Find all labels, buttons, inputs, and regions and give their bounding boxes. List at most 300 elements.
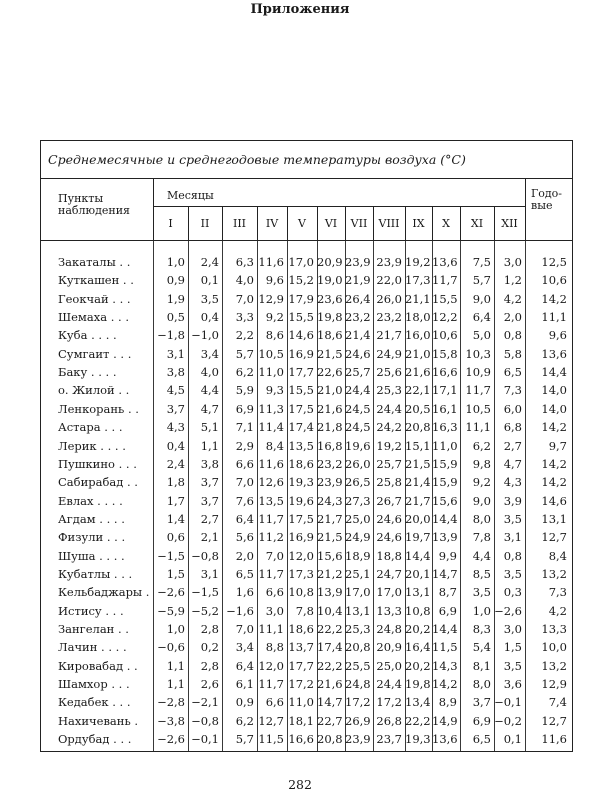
month-value: 24,8 (345, 677, 371, 691)
month-value: 12,9 (258, 292, 284, 306)
month-header: IX (412, 217, 425, 230)
month-value: 19,2 (405, 255, 431, 269)
month-value: 2,2 (235, 328, 254, 342)
month-value: 22,0 (376, 273, 402, 287)
month-value: 10,9 (465, 365, 491, 379)
month-value: 7,0 (235, 622, 254, 636)
month-value: −2,1 (191, 695, 219, 709)
month-value: 15,5 (432, 292, 458, 306)
month-value: 24,4 (345, 383, 371, 397)
month-value: 1,1 (166, 659, 185, 673)
month-value: 11,6 (258, 255, 284, 269)
month-value: 0,2 (200, 640, 219, 654)
month-value: 14,4 (432, 512, 458, 526)
station-name: Шуша . . . . (58, 549, 125, 563)
annual-value: 11,6 (541, 732, 567, 746)
month-value: 20,8 (317, 732, 343, 746)
month-value: 25,3 (376, 383, 402, 397)
month-value: 14,3 (432, 659, 458, 673)
station-name: Кировабад . . (58, 659, 138, 673)
station-name: Кедабек . . . (58, 695, 131, 709)
month-value: 17,2 (376, 695, 402, 709)
month-value: 10,5 (258, 347, 284, 361)
station-name: Сумгаит . . . (58, 347, 132, 361)
month-header: XI (470, 217, 484, 230)
month-header: II (200, 217, 210, 230)
month-value: 7,3 (503, 383, 522, 397)
station-name: Сабирабад . . (58, 475, 138, 489)
month-value: 21,5 (405, 457, 431, 471)
annual-value: 14,2 (541, 475, 567, 489)
station-name: Лачин . . . . (58, 640, 127, 654)
month-value: 15,1 (405, 439, 431, 453)
month-value: 16,9 (288, 530, 314, 544)
month-value: 3,5 (200, 292, 219, 306)
month-value: 20,1 (405, 567, 431, 581)
month-value: 21,9 (345, 273, 371, 287)
station-name: Пушкино . . . (58, 457, 137, 471)
month-value: −1,6 (226, 604, 254, 618)
station-name: Ордубад . . . (58, 732, 132, 746)
annual-value: 11,1 (541, 310, 567, 324)
month-value: 20,9 (376, 640, 402, 654)
month-value: 6,5 (503, 365, 522, 379)
month-value: 11,0 (288, 695, 314, 709)
month-value: −0,1 (494, 695, 522, 709)
annual-value: 14,4 (541, 365, 567, 379)
month-value: 2,7 (503, 439, 522, 453)
month-value: −2,6 (494, 604, 522, 618)
month-value: 13,4 (405, 695, 431, 709)
month-value: 17,4 (317, 640, 343, 654)
station-name: Нахичевань . (58, 714, 139, 728)
month-value: 21,4 (405, 475, 431, 489)
month-value: 23,2 (317, 457, 343, 471)
month-value: 24,6 (376, 530, 402, 544)
month-value: 21,1 (405, 292, 431, 306)
month-value: 7,1 (235, 420, 254, 434)
month-value: 6,1 (235, 677, 254, 691)
month-value: 9,3 (265, 383, 284, 397)
month-value: −1,8 (157, 328, 185, 342)
month-value: 21,7 (376, 328, 402, 342)
month-value: 5,9 (235, 383, 254, 397)
annual-value: 4,2 (548, 604, 567, 618)
annual-value: 13,1 (541, 512, 567, 526)
annual-value: 10,0 (541, 640, 567, 654)
month-value: 12,2 (432, 310, 458, 324)
month-value: 20,8 (405, 420, 431, 434)
month-header: IV (265, 217, 279, 230)
month-value: 25,8 (376, 475, 402, 489)
month-header: I (168, 217, 173, 230)
month-value: 8,8 (265, 640, 284, 654)
station-name: Геокчай . . . (58, 292, 131, 306)
month-value: 4,3 (166, 420, 185, 434)
month-header: VIII (378, 217, 400, 230)
month-value: 9,9 (438, 549, 457, 563)
month-value: 15,5 (288, 383, 314, 397)
month-value: 26,0 (345, 457, 371, 471)
month-value: 7,6 (235, 494, 254, 508)
month-value: 4,7 (200, 402, 219, 416)
month-value: 8,0 (472, 677, 491, 691)
month-value: 13,6 (432, 255, 458, 269)
month-value: 6,9 (472, 714, 491, 728)
month-value: 13,1 (405, 585, 431, 599)
month-value: 13,9 (317, 585, 343, 599)
month-value: 13,9 (432, 530, 458, 544)
month-value: 5,6 (235, 530, 254, 544)
month-value: 11,3 (258, 402, 284, 416)
month-value: −5,2 (191, 604, 219, 618)
month-value: 7,0 (265, 549, 284, 563)
month-value: 3,7 (472, 695, 491, 709)
month-value: 22,7 (317, 714, 343, 728)
month-value: 6,5 (472, 732, 491, 746)
month-value: 22,2 (405, 714, 431, 728)
month-value: 23,2 (345, 310, 371, 324)
month-value: 22,1 (405, 383, 431, 397)
station-name: Лерик . . . . (58, 439, 126, 453)
month-header: XII (501, 217, 518, 230)
station-name: Шемаха . . . (58, 310, 130, 324)
month-value: 19,8 (317, 310, 343, 324)
month-value: 2,1 (200, 530, 219, 544)
month-value: 5,0 (472, 328, 491, 342)
month-value: 13,7 (288, 640, 314, 654)
month-value: 24,6 (345, 347, 371, 361)
month-value: 7,5 (472, 255, 491, 269)
station-col-divider (153, 179, 154, 240)
month-value: 2,8 (200, 622, 219, 636)
month-value: 9,2 (265, 310, 284, 324)
month-value: 9,6 (265, 273, 284, 287)
month-value: 11,7 (432, 273, 458, 287)
month-value: 3,5 (503, 659, 522, 673)
month-value: 25,0 (345, 512, 371, 526)
month-value: −0,1 (191, 732, 219, 746)
month-value: −1,5 (157, 549, 185, 563)
month-value: 3,7 (200, 475, 219, 489)
month-value: 2,6 (200, 677, 219, 691)
month-value: 24,8 (376, 622, 402, 636)
month-value: 11,1 (465, 420, 491, 434)
month-value: 17,5 (288, 512, 314, 526)
month-value: 6,4 (472, 310, 491, 324)
annual-value: 9,6 (548, 328, 567, 342)
month-value: 24,4 (376, 677, 402, 691)
month-value: 10,6 (432, 328, 458, 342)
month-value: 15,2 (288, 273, 314, 287)
month-value: −2,6 (157, 732, 185, 746)
month-value: −0,2 (494, 714, 522, 728)
month-value: 21,8 (317, 420, 343, 434)
annual-value: 7,3 (548, 585, 567, 599)
month-header: VI (324, 217, 338, 230)
month-value: 19,2 (376, 439, 402, 453)
month-value: 12,7 (258, 714, 284, 728)
month-value: 3,0 (503, 255, 522, 269)
annual-value: 14,6 (541, 494, 567, 508)
month-value: 11,7 (465, 383, 491, 397)
month-value: 24,2 (376, 420, 402, 434)
month-value: 25,7 (376, 457, 402, 471)
month-value: 20,9 (317, 255, 343, 269)
month-value: −5,9 (157, 604, 185, 618)
month-value: 26,7 (376, 494, 402, 508)
month-value: 10,3 (465, 347, 491, 361)
month-value: 15,9 (432, 475, 458, 489)
month-value: 21,7 (317, 512, 343, 526)
month-value: 17,2 (345, 695, 371, 709)
month-value: 25,0 (376, 659, 402, 673)
station-name: Закаталы . . (58, 255, 131, 269)
month-value: 0,1 (503, 732, 522, 746)
month-value: 13,1 (345, 604, 371, 618)
month-value: 12,0 (258, 659, 284, 673)
month-value: 2,4 (200, 255, 219, 269)
month-value: 5,8 (503, 347, 522, 361)
month-value: 0,8 (503, 328, 522, 342)
month-value: 17,9 (288, 292, 314, 306)
month-value: −1,5 (191, 585, 219, 599)
month-value: 7,0 (235, 475, 254, 489)
month-value: 19,6 (345, 439, 371, 453)
month-value: 1,5 (166, 567, 185, 581)
month-value: 13,5 (288, 439, 314, 453)
month-value: 5,4 (472, 640, 491, 654)
month-value: 1,1 (200, 439, 219, 453)
month-value: 21,2 (317, 567, 343, 581)
month-value: 8,1 (472, 659, 491, 673)
annual-value: 12,7 (541, 714, 567, 728)
month-value: 3,7 (200, 494, 219, 508)
month-value: 5,7 (235, 732, 254, 746)
annual-value: 14,2 (541, 457, 567, 471)
month-value: 5,1 (200, 420, 219, 434)
month-value: 1,9 (166, 292, 185, 306)
month-value: 23,2 (376, 310, 402, 324)
station-name: Кельбаджары . (58, 585, 150, 599)
annual-value: 14,0 (541, 402, 567, 416)
month-value: 27,3 (345, 494, 371, 508)
month-value: 25,7 (345, 365, 371, 379)
annual-value: 12,5 (541, 255, 567, 269)
caption-rule (40, 178, 573, 179)
page-number: 282 (288, 777, 312, 792)
month-value: 3,5 (472, 585, 491, 599)
month-value: 16,8 (317, 439, 343, 453)
month-value: 22,2 (317, 659, 343, 673)
month-value: 14,2 (432, 677, 458, 691)
month-value: 6,4 (235, 659, 254, 673)
month-value: 24,5 (345, 402, 371, 416)
month-value: 6,6 (265, 585, 284, 599)
month-value: 1,6 (235, 585, 254, 599)
annual-value: 12,9 (541, 677, 567, 691)
month-value: 21,5 (317, 530, 343, 544)
month-value: 6,3 (235, 255, 254, 269)
month-value: 16,9 (288, 347, 314, 361)
month-header: III (232, 217, 247, 230)
month-value: 3,0 (265, 604, 284, 618)
month-value: 13,5 (258, 494, 284, 508)
month-value: 4,3 (503, 475, 522, 489)
month-value: 6,9 (438, 604, 457, 618)
month-value: 11,0 (432, 439, 458, 453)
month-value: 17,4 (288, 420, 314, 434)
annual-value: 7,4 (548, 695, 567, 709)
month-value: 21,6 (405, 365, 431, 379)
month-value: 3,3 (235, 310, 254, 324)
month-value: 3,5 (503, 567, 522, 581)
month-value: 12,6 (258, 475, 284, 489)
month-value: 20,8 (345, 640, 371, 654)
month-value: 1,5 (503, 640, 522, 654)
month-value: 11,7 (258, 567, 284, 581)
months-group-rule (153, 206, 525, 207)
station-name: Агдам . . . . (58, 512, 125, 526)
month-value: 21,0 (405, 347, 431, 361)
month-value: 24,3 (317, 494, 343, 508)
month-value: 8,0 (472, 512, 491, 526)
month-value: 18,0 (405, 310, 431, 324)
month-value: 6,9 (235, 402, 254, 416)
station-name: Ленкорань . . (58, 402, 139, 416)
month-value: 3,8 (200, 457, 219, 471)
month-value: 8,7 (438, 585, 457, 599)
annual-value: 13,2 (541, 659, 567, 673)
month-value: 3,8 (166, 365, 185, 379)
month-value: 22,6 (317, 365, 343, 379)
month-value: 15,6 (432, 494, 458, 508)
annual-value: 14,0 (541, 383, 567, 397)
month-value: 15,9 (432, 457, 458, 471)
month-value: 2,4 (166, 457, 185, 471)
month-value: 19,3 (405, 732, 431, 746)
month-value: 2,9 (235, 439, 254, 453)
month-value: 6,8 (503, 420, 522, 434)
month-value: 17,2 (288, 677, 314, 691)
annual-value: 14,2 (541, 420, 567, 434)
month-value: 19,6 (288, 494, 314, 508)
month-value: 3,5 (503, 512, 522, 526)
months-group-header: Месяцы (167, 189, 214, 202)
month-value: 20,2 (405, 622, 431, 636)
month-value: −1,0 (191, 328, 219, 342)
month-value: 6,5 (235, 567, 254, 581)
month-value: 1,2 (503, 273, 522, 287)
month-value: 24,4 (376, 402, 402, 416)
month-value: 1,7 (166, 494, 185, 508)
month-value: 10,8 (288, 585, 314, 599)
month-value: 19,7 (405, 530, 431, 544)
month-value: 24,9 (345, 530, 371, 544)
month-value: 4,2 (503, 292, 522, 306)
month-value: 9,0 (472, 292, 491, 306)
month-value: 14,6 (288, 328, 314, 342)
month-value: 24,7 (376, 567, 402, 581)
month-value: 15,8 (432, 347, 458, 361)
month-value: 7,8 (472, 530, 491, 544)
month-value: 25,6 (376, 365, 402, 379)
month-header: VII (350, 217, 368, 230)
month-value: 3,1 (200, 567, 219, 581)
station-name: Куба . . . . (58, 328, 117, 342)
month-value: 10,8 (405, 604, 431, 618)
month-value: 0,4 (200, 310, 219, 324)
month-value: 1,0 (166, 255, 185, 269)
month-value: 1,8 (166, 475, 185, 489)
month-value: 25,1 (345, 567, 371, 581)
month-value: 12,0 (288, 549, 314, 563)
month-value: 13,6 (432, 732, 458, 746)
month-value: 10,5 (465, 402, 491, 416)
month-value: 16,0 (405, 328, 431, 342)
month-value: 5,7 (472, 273, 491, 287)
month-value: 15,5 (288, 310, 314, 324)
month-value: 6,2 (472, 439, 491, 453)
month-value: 21,7 (405, 494, 431, 508)
month-value: 8,5 (472, 567, 491, 581)
month-value: 17,7 (288, 365, 314, 379)
annual-value: 13,2 (541, 567, 567, 581)
month-value: 16,6 (288, 732, 314, 746)
month-value: −0,8 (191, 714, 219, 728)
station-name: Зангелан . . (58, 622, 129, 636)
month-value: 0,6 (166, 530, 185, 544)
month-value: 26,8 (376, 714, 402, 728)
month-value: 18,6 (317, 328, 343, 342)
station-name: Евлах . . . . (58, 494, 123, 508)
month-value: 1,4 (166, 512, 185, 526)
station-name: Физули . . . (58, 530, 126, 544)
month-value: 0,9 (235, 695, 254, 709)
month-value: 23,7 (376, 732, 402, 746)
month-value: 8,9 (438, 695, 457, 709)
month-value: 6,4 (235, 512, 254, 526)
month-value: 4,0 (235, 273, 254, 287)
month-value: 16,1 (432, 402, 458, 416)
month-value: 3,1 (503, 530, 522, 544)
month-value: 26,4 (345, 292, 371, 306)
month-value: 21,6 (317, 402, 343, 416)
month-value: 0,3 (503, 585, 522, 599)
month-value: 1,0 (472, 604, 491, 618)
month-value: 6,2 (235, 365, 254, 379)
month-value: 4,0 (200, 365, 219, 379)
month-value: 17,3 (288, 567, 314, 581)
month-value: 20,5 (405, 402, 431, 416)
month-value: 4,4 (472, 549, 491, 563)
month-value: 23,9 (345, 732, 371, 746)
month-value: 24,5 (345, 420, 371, 434)
month-value: 17,0 (376, 585, 402, 599)
running-head: Приложения (250, 2, 350, 17)
month-value: 0,1 (200, 273, 219, 287)
month-value: 11,7 (258, 512, 284, 526)
month-value: 3,0 (503, 622, 522, 636)
month-value: 11,1 (258, 622, 284, 636)
month-value: 6,6 (265, 695, 284, 709)
month-value: 0,5 (166, 310, 185, 324)
month-value: −0,8 (191, 549, 219, 563)
month-value: 7,0 (235, 292, 254, 306)
month-value: 17,1 (432, 383, 458, 397)
annual-value: 10,6 (541, 273, 567, 287)
month-value: 3,6 (503, 677, 522, 691)
